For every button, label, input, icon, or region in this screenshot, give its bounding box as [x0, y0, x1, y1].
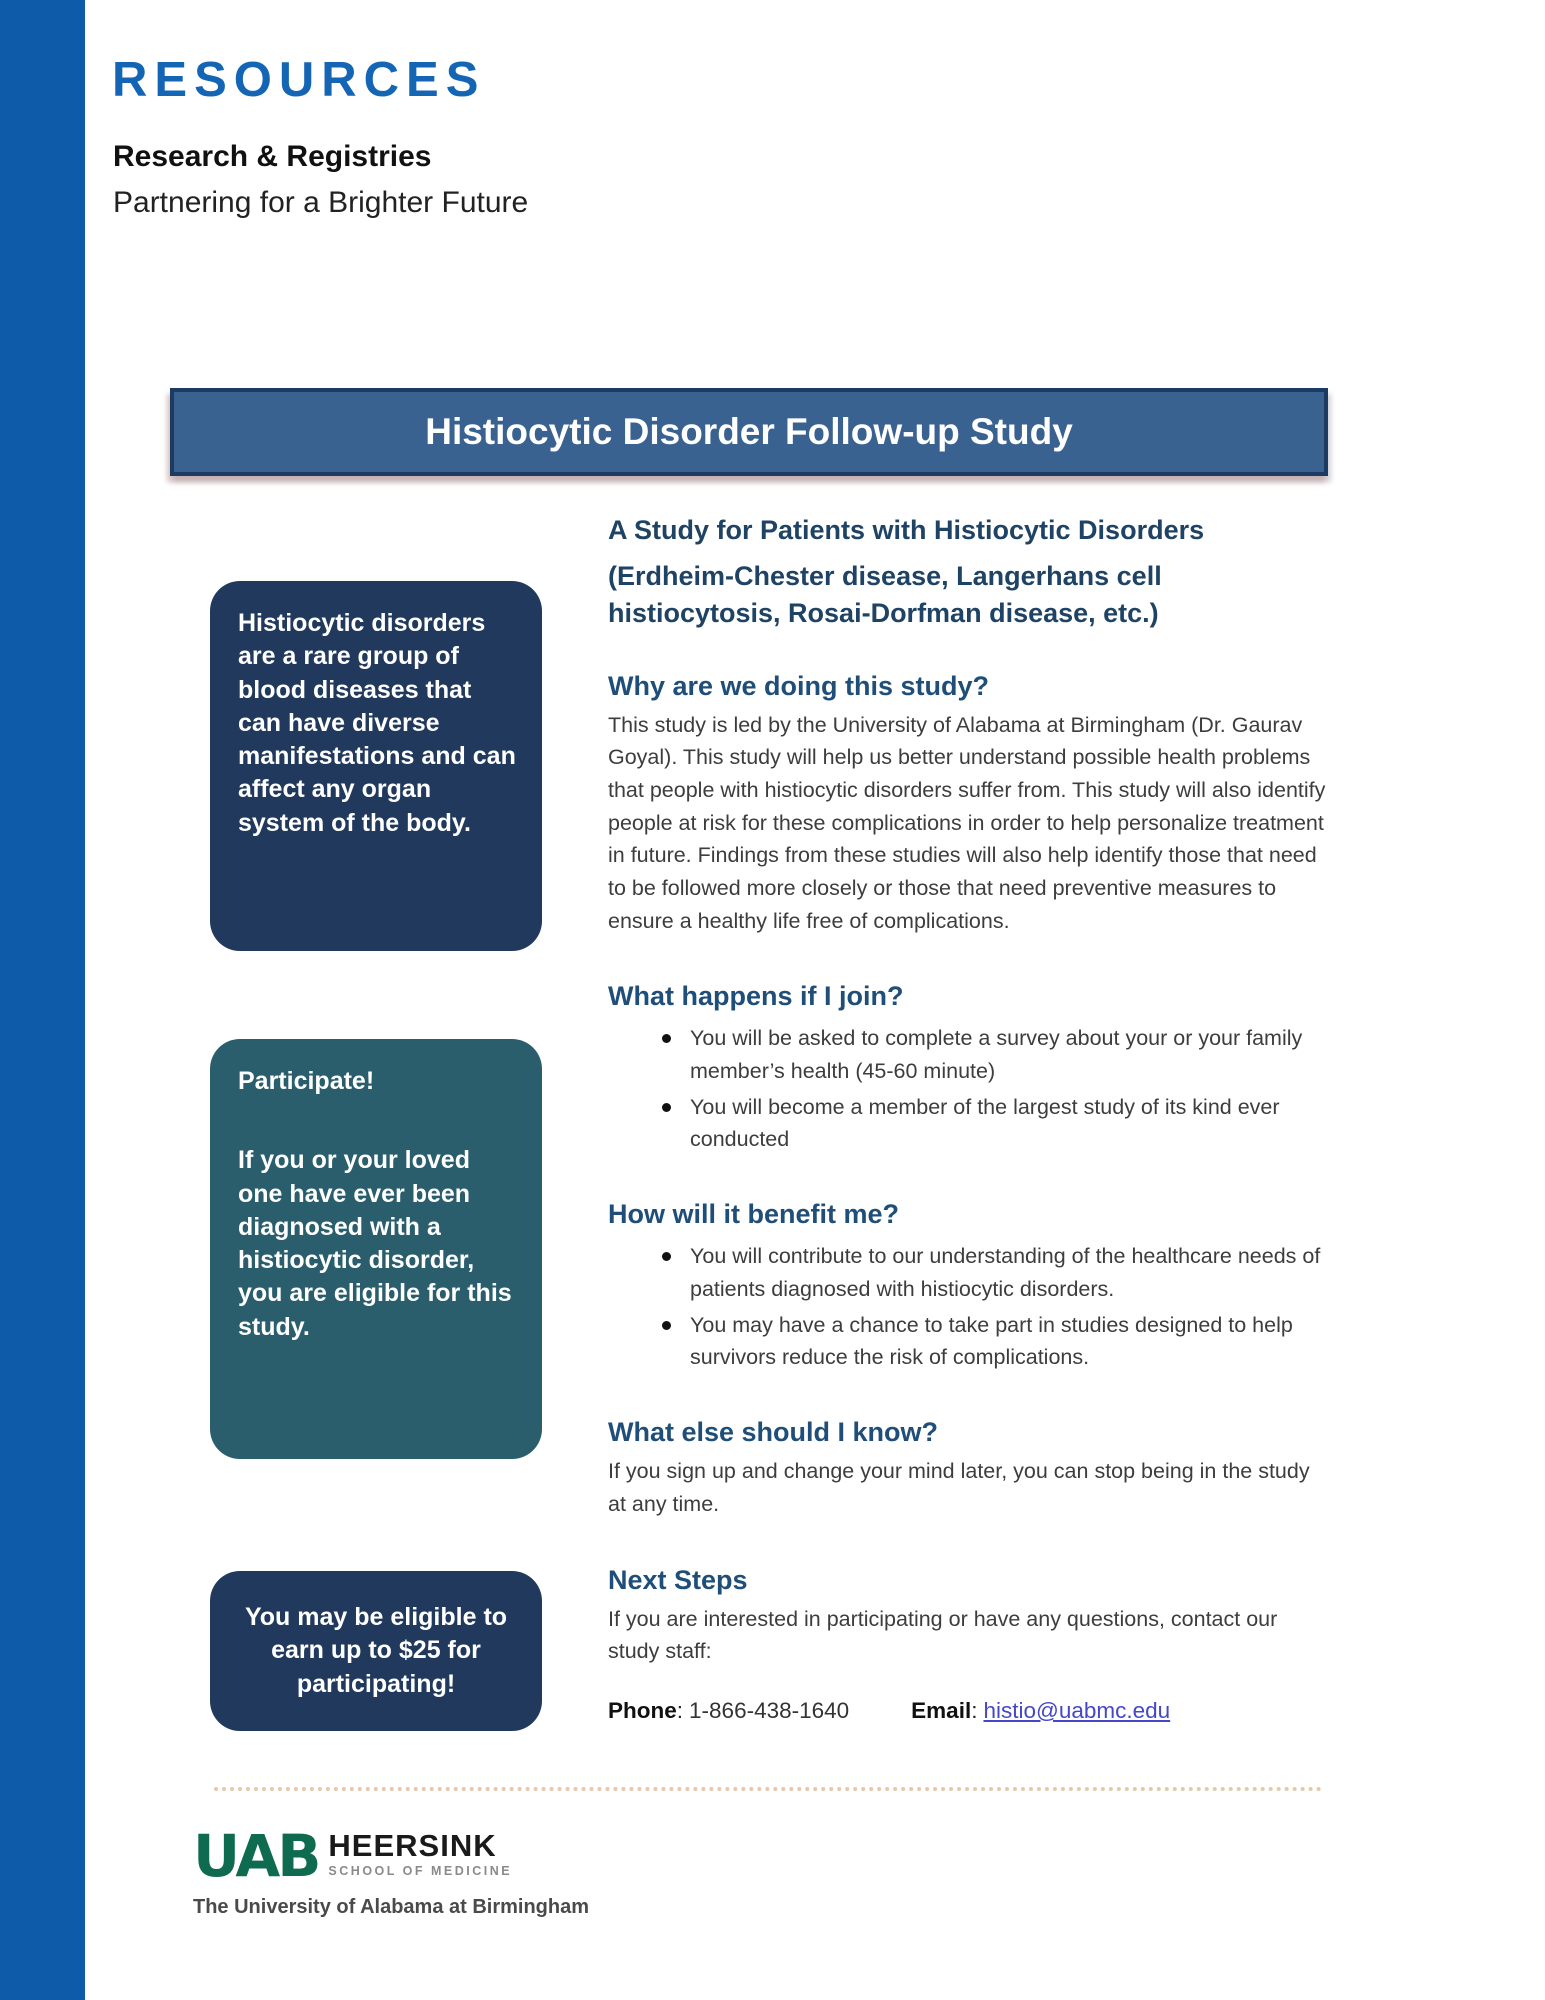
info-box-incentive	[210, 1571, 542, 1731]
phone-number: 1-866-438-1640	[689, 1697, 850, 1723]
section-body-know: If you sign up and change your mind later, you can stop being in the study at any time.	[608, 1459, 1310, 1516]
benefit-bullet-1: You will contribute to our understanding of the healthcare needs of patients diagnosed with histiocytic disorders.	[608, 1240, 1326, 1305]
email-colon: :	[971, 1697, 978, 1723]
email-link[interactable]: histio@uabmc.edu	[983, 1697, 1171, 1723]
section-body-why: This study is led by the University of Alabama at Birmingham (Dr. Gaurav Goyal). This study will help us better understand possible health problems that people with histiocytic disorders suffer from. This study will also identify people at risk for these complications in order to help personalize treatment in future. Findings from these studies will also help identify those that need to be followed more closely or those that need preventive measures to ensure a healthy life free of complications.	[608, 712, 1326, 933]
section-heading-next-steps: Next Steps	[608, 1564, 748, 1595]
flyer-banner	[170, 388, 1328, 476]
contact-row	[608, 1698, 1326, 1724]
info-box-disorders-text: Histiocytic disorders are a rare group of blood diseases that can have diverse manifestations and can affect any organ system of the body.	[238, 609, 516, 837]
flyer-main-column	[608, 513, 1326, 1724]
page-subtitle: Research & Registries	[113, 140, 432, 173]
intro-subheading: (Erdheim-Chester disease, Langerhans cell histiocytosis, Rosai-Dorfman disease, etc.)	[608, 561, 1162, 629]
benefit-bullet-list	[608, 1240, 1326, 1373]
email-label: Email	[911, 1697, 972, 1723]
uab-heersink-logo	[193, 1822, 673, 1919]
join-bullet-list	[608, 1022, 1326, 1155]
uab-logo-mark: UAB	[193, 1822, 319, 1890]
flyer-banner-title: Histiocytic Disorder Follow-up Study	[425, 411, 1073, 452]
heersink-school-line: SCHOOL OF MEDICINE	[328, 1864, 513, 1878]
dotted-separator	[214, 1787, 1322, 1791]
benefit-bullet-2: You may have a chance to take part in studies designed to help survivors reduce the risk of complications.	[608, 1309, 1326, 1374]
page-tagline: Partnering for a Brighter Future	[113, 186, 529, 219]
info-box-participate	[210, 1039, 542, 1459]
incentive-text: You may be eligible to earn up to $25 for participating!	[244, 1603, 508, 1698]
email-group	[911, 1698, 1170, 1724]
university-name: The University of Alabama at Birmingham	[193, 1896, 590, 1919]
join-bullet-2: You will become a member of the largest study of its kind ever conducted	[608, 1091, 1326, 1156]
page-title: RESOURCES	[112, 53, 486, 107]
section-body-next-steps: If you are interested in participating or have any questions, contact our study staff:	[608, 1606, 1278, 1664]
phone-colon: :	[676, 1697, 684, 1723]
info-box-disorders	[210, 581, 542, 951]
intro-heading: A Study for Patients with Histiocytic Disorders	[608, 515, 1205, 545]
left-accent-bar	[0, 0, 85, 2000]
phone-label: Phone	[608, 1697, 677, 1723]
heersink-wordmark	[328, 1830, 512, 1878]
participate-title: Participate!	[238, 1067, 375, 1095]
study-flyer	[168, 385, 1330, 1815]
section-heading-join: What happens if I join?	[608, 981, 904, 1012]
section-heading-benefit: How will it benefit me?	[608, 1199, 900, 1230]
participate-text: If you or your loved one have ever been diagnosed with a histiocytic disorder, you are eligible for this study.	[238, 1146, 512, 1341]
join-bullet-1: You will be asked to complete a survey about your or your family member’s health (45-60 minute)	[608, 1022, 1326, 1087]
section-heading-know: What else should I know?	[608, 1417, 939, 1448]
heersink-name: HEERSINK	[328, 1828, 497, 1863]
section-heading-why: Why are we doing this study?	[608, 670, 990, 701]
